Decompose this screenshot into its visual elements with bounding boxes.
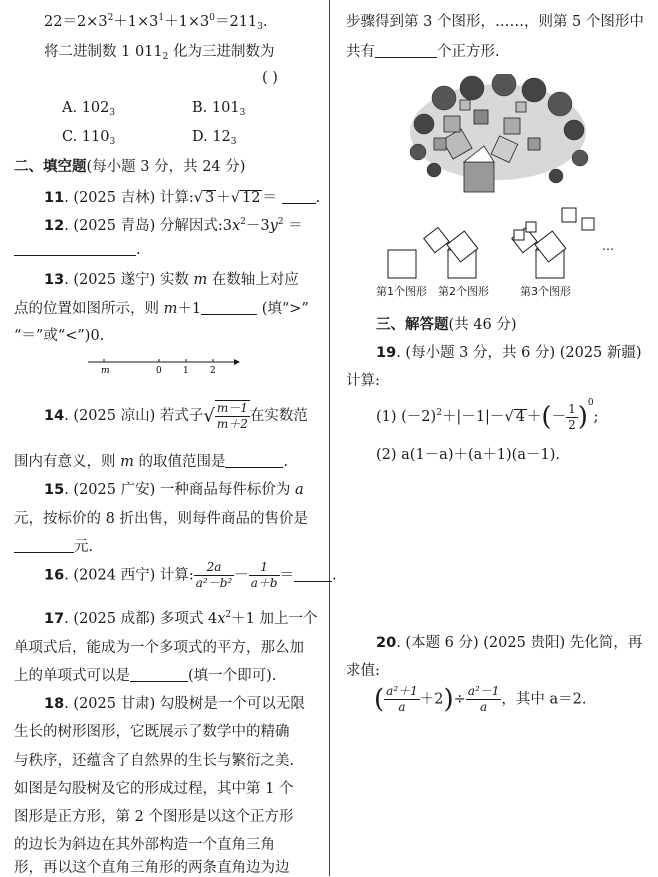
question-20-line1 xyxy=(376,631,642,652)
option-c xyxy=(62,129,115,147)
option-sub: 3 xyxy=(109,137,116,147)
fig1-square xyxy=(388,250,416,278)
period: . xyxy=(136,242,141,258)
question-text: . (2025 吉林) 计算: xyxy=(64,190,194,206)
question-text: 在实数范 xyxy=(249,408,308,424)
question-13-line1 xyxy=(44,268,299,289)
question-18-line: 生长的树形图形，它既展示了数学中的精确 xyxy=(14,724,290,740)
radicand: 3 xyxy=(204,190,215,206)
equation-line xyxy=(44,10,268,32)
question-text: ＋1 xyxy=(177,301,202,317)
section2-heading xyxy=(14,155,245,176)
eq-sup: 0 xyxy=(209,13,215,23)
question-14-line2 xyxy=(14,450,288,471)
expr-text: ＋|－1|－ xyxy=(441,409,505,425)
question-text: 个正方形. xyxy=(437,44,500,60)
question-text: . (2025 凉山) 若式子 xyxy=(64,408,204,424)
answer-blank[interactable] xyxy=(375,57,437,58)
number-line-arrow xyxy=(234,359,240,365)
q18-continuation-line1: 步骤得到第 3 个图形，……，则第 5 个图形中 xyxy=(346,14,644,30)
question-text: . (2025 甘肃) 勾股树是一个可以无限 xyxy=(64,696,305,712)
var-m: m xyxy=(120,454,134,470)
answer-blank[interactable] xyxy=(225,467,283,468)
binary-q-text: 化为三进制数为 xyxy=(168,44,275,60)
equals: ＝ xyxy=(279,567,295,584)
fraction-2 xyxy=(466,684,502,715)
expr-text: ，其中 a＝2. xyxy=(501,691,587,708)
binary-question xyxy=(44,40,274,62)
question-text: . (2025 青岛) 分解因式:3 xyxy=(64,218,232,234)
var-x: x xyxy=(231,218,241,234)
question-20-line2: 求值: xyxy=(346,663,380,679)
fig-label-3: 第3个图形 xyxy=(520,285,571,298)
option-sub: 3 xyxy=(230,137,237,147)
question-19-part1: (1) $(-2)^2+|-1|-√$ 4 ＋(－ $\frac{1}{2}$ )$^0$; xyxy=(376,398,599,432)
ellipsis: … xyxy=(602,239,614,253)
expr-text: ＋2 xyxy=(419,691,444,708)
left-paren: ( xyxy=(541,402,552,432)
question-text: 共有 xyxy=(346,44,375,60)
question-text: . (2025 成都) 多项式 4 xyxy=(64,611,218,627)
question-text: 点的位置如图所示，则 xyxy=(14,301,164,317)
radicand: 12 xyxy=(241,190,261,206)
binary-q-text: 将二进制数 1 011 xyxy=(44,44,163,60)
fraction-numerator: m－1 xyxy=(216,401,248,415)
fraction-denominator: a xyxy=(398,700,406,714)
question-text: (填一个即可). xyxy=(188,668,277,684)
var-m: m xyxy=(193,272,208,288)
fraction-denominator: a xyxy=(480,700,488,714)
q12-answer-line xyxy=(14,242,141,258)
question-text: . (2025 遂宁) 实数 xyxy=(64,272,194,288)
eq-sub: 3 xyxy=(257,22,263,32)
question-text: 围内有意义，则 xyxy=(14,454,121,470)
right-paren: ) xyxy=(443,684,454,715)
fig3-shape xyxy=(512,208,594,278)
question-text: . (2025 广安) 一种商品每件标价为 xyxy=(64,482,295,498)
answer-blank[interactable] xyxy=(130,681,188,682)
answer-paren: ( ) xyxy=(262,70,278,86)
answer-blank[interactable] xyxy=(201,314,257,315)
pythagoras-tree-image xyxy=(404,74,592,196)
question-18-line: 形，再以这个直角三角形的两条直角边为边 xyxy=(14,860,290,876)
eq-sup: 1 xyxy=(158,13,165,23)
fraction-numerator: a²－1 xyxy=(467,684,500,698)
var-y: y xyxy=(269,218,278,234)
fraction-denominator: m＋2 xyxy=(216,417,248,431)
question-number: 18 xyxy=(44,696,65,712)
period: . xyxy=(315,190,321,206)
number-line-figure xyxy=(86,352,242,376)
question-number: 20 xyxy=(376,635,397,651)
option-label: C. 110 xyxy=(62,129,110,145)
question-18-line: 的边长为斜边在其外部构造一个直角三角 xyxy=(14,837,275,853)
answer-blank[interactable] xyxy=(294,581,332,582)
binary-q-sub: 2 xyxy=(162,52,169,62)
label-2: 2 xyxy=(210,366,216,376)
question-17-line2: 单项式后，能成为一个多项式的平方，那么加 xyxy=(14,640,304,656)
section3-heading xyxy=(376,313,516,334)
question-16 xyxy=(44,560,337,591)
question-text: . (本题 6 分) (2025 贵阳) 先化简，再 xyxy=(396,635,643,651)
operator: － xyxy=(551,409,567,425)
eq-part: ＋1×3 xyxy=(113,14,159,30)
question-17-line1 xyxy=(44,607,317,628)
answer-blank[interactable] xyxy=(14,552,74,553)
left-paren: ( xyxy=(374,684,385,715)
fraction-denominator: a²－b² xyxy=(195,576,233,590)
section3-note: (共 46 分) xyxy=(448,317,517,333)
question-19-part2: (2) a(1－a)＋(a＋1)(a－1). xyxy=(376,447,560,463)
question-15-line3 xyxy=(14,535,93,556)
question-text: －3 xyxy=(245,218,270,234)
fraction xyxy=(215,400,250,432)
question-19-line1 xyxy=(376,341,642,362)
fig-label-1: 第1个图形 xyxy=(376,285,427,298)
period: . xyxy=(332,567,337,584)
option-a xyxy=(62,100,115,118)
eq-part: ＝211 xyxy=(214,14,258,30)
question-number: 14 xyxy=(44,408,65,424)
section2-note: (每小题 3 分，共 24 分) xyxy=(86,159,246,175)
option-label: D. 12 xyxy=(192,129,231,145)
question-13-line2 xyxy=(14,297,309,318)
fraction-denominator: a＋b xyxy=(250,576,278,590)
question-14-line1 xyxy=(44,400,308,432)
question-17-line3 xyxy=(14,664,276,685)
option-sub: 3 xyxy=(239,108,246,118)
question-number: 11 xyxy=(44,190,65,206)
exponent: 0 xyxy=(587,398,594,408)
question-number: 19 xyxy=(376,345,397,361)
exponent: 2 xyxy=(225,610,232,620)
radicand: 4 xyxy=(515,409,525,425)
equals: ＝ xyxy=(283,218,303,234)
exponent: 2 xyxy=(436,408,442,418)
fig-label-2: 第2个图形 xyxy=(438,285,489,298)
eq-part: 22＝2×3 xyxy=(44,14,108,30)
fraction-2 xyxy=(249,560,280,591)
eq-sup: 2 xyxy=(107,13,114,23)
var-m: m xyxy=(163,301,178,317)
option-sub: 3 xyxy=(109,108,116,118)
equals: ＝ xyxy=(262,190,277,206)
operator: ＋ xyxy=(216,190,231,206)
expr-text: (1) (－2) xyxy=(376,409,437,425)
step-figures xyxy=(386,200,616,282)
question-text: 在数轴上对应 xyxy=(207,272,299,288)
exponent: 2 xyxy=(240,217,246,227)
option-label: A. 102 xyxy=(62,100,110,116)
var-x: x xyxy=(217,611,226,627)
question-text: . (2024 西宁) 计算: xyxy=(64,567,194,584)
question-number: 15 xyxy=(44,482,65,498)
question-18-line1 xyxy=(44,692,305,713)
semicolon: ; xyxy=(593,409,599,425)
eq-part: . xyxy=(262,14,268,30)
eq-part: ＋1×3 xyxy=(164,14,210,30)
operator: ÷ xyxy=(453,691,466,708)
section3-title: 三、解答题 xyxy=(376,317,449,333)
question-text: . (每小题 3 分，共 6 分) (2025 新疆) xyxy=(396,345,642,361)
question-text: 的取值范围是 xyxy=(133,454,226,470)
fig2-shape xyxy=(424,227,478,278)
period: . xyxy=(283,454,289,470)
question-13-line3: “＝”或“<”)0. xyxy=(14,328,105,344)
q18-continuation-line2 xyxy=(346,40,500,61)
question-12 xyxy=(44,214,303,235)
question-18-line: 如图是勾股树及它的形成过程，其中第 1 个 xyxy=(14,781,294,797)
question-15-line1 xyxy=(44,478,304,499)
label-1: 1 xyxy=(183,366,189,376)
question-18-line: 图形是正方形，第 2 个图形是以这个正方形 xyxy=(14,809,294,825)
fraction-numerator: 1 xyxy=(568,401,576,416)
fraction-numerator: a²＋1 xyxy=(386,684,418,698)
fraction-denominator: 2 xyxy=(568,417,576,432)
answer-blank[interactable] xyxy=(14,255,136,256)
question-number: 12 xyxy=(44,218,65,234)
question-11: 11. (2025 吉林) 计算:√ 3 ＋√ 12 ＝ . xyxy=(44,190,321,206)
label-m: m xyxy=(101,366,110,376)
fraction-numerator: 1 xyxy=(249,560,280,576)
question-text: ＋1 加上一个 xyxy=(231,611,318,627)
question-18-line: 与秩序，还蕴含了自然界的生长与繁衍之美. xyxy=(14,753,295,769)
right-paren: ) xyxy=(577,402,588,432)
label-0: 0 xyxy=(156,366,162,376)
question-text: 上的单项式可以是 xyxy=(14,668,130,684)
operator: ＋ xyxy=(526,409,542,425)
question-text: (填“>” xyxy=(257,301,309,317)
fraction-1 xyxy=(384,684,420,715)
question-20-expression xyxy=(374,684,587,715)
question-19-line2: 计算: xyxy=(346,373,380,389)
question-number: 13 xyxy=(44,272,65,288)
option-b xyxy=(192,100,245,118)
fraction-1 xyxy=(194,560,234,591)
question-15-line2: 元，按标价的 8 折出售，则每件商品的售价是 xyxy=(14,511,308,527)
var-a: a xyxy=(294,482,304,498)
fraction-numerator: 2a xyxy=(194,560,234,576)
sqrt-sign: √ xyxy=(203,405,215,427)
column-divider xyxy=(329,0,330,876)
question-number: 16 xyxy=(44,567,65,584)
option-label: B. 101 xyxy=(192,100,240,116)
fraction xyxy=(566,402,578,433)
question-text: 元. xyxy=(74,539,94,555)
section2-title: 二、填空题 xyxy=(14,159,87,175)
operator: － xyxy=(234,567,249,584)
option-d xyxy=(192,129,237,147)
exponent: 2 xyxy=(277,217,284,227)
answer-blank[interactable] xyxy=(282,203,316,204)
question-number: 17 xyxy=(44,611,65,627)
